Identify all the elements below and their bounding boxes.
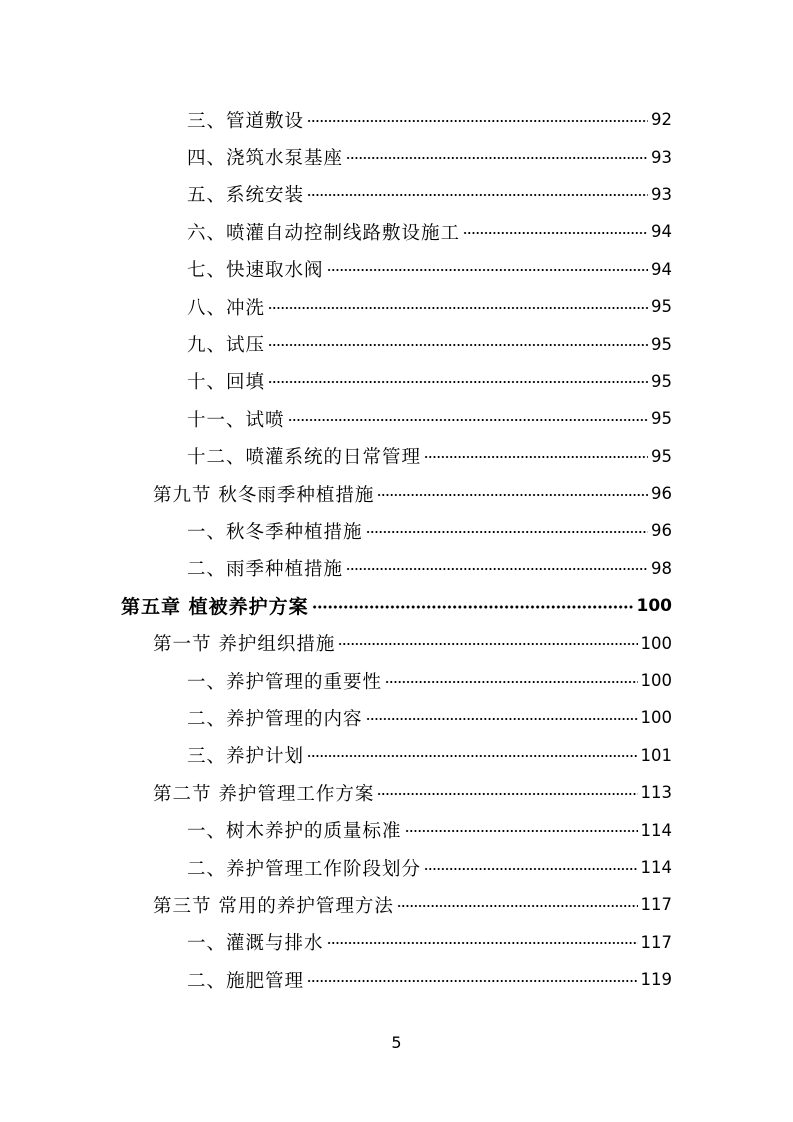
toc-entry-label: 六、喷灌自动控制线路敷设施工 (187, 222, 461, 244)
toc-entry-page-number: 93 (651, 147, 672, 167)
toc-entry-page-number: 96 (651, 484, 672, 504)
toc-dot-leader (424, 866, 637, 872)
toc-item-entry[interactable] (0, 101, 793, 138)
toc-item-entry[interactable] (0, 138, 793, 175)
toc-entry-label: 一、灌溉与排水 (187, 933, 324, 955)
toc-dot-leader (366, 716, 638, 722)
toc-entry-label: 十一、试喷 (187, 409, 285, 431)
toc-entry-label: 第九节 秋冬雨季种植措施 (153, 484, 375, 506)
toc-entry-label: 一、养护管理的重要性 (187, 671, 383, 693)
toc-item-entry[interactable] (0, 288, 793, 325)
toc-entry-line (153, 630, 672, 656)
toc-entry-label: 第三节 常用的养护管理方法 (153, 895, 394, 917)
toc-entry-line (187, 855, 672, 881)
toc-dot-leader (307, 118, 648, 124)
toc-entry-line (187, 144, 672, 170)
toc-entry-label: 四、浇筑水泵基座 (187, 148, 344, 170)
toc-dot-leader (397, 903, 638, 909)
toc-entry-label: 五、系统安装 (187, 185, 305, 207)
toc-entry-line (187, 219, 672, 245)
toc-entry-label: 三、养护计划 (187, 746, 305, 768)
toc-entry-label: 二、雨季种植措施 (187, 559, 344, 581)
toc-dot-leader (268, 379, 648, 385)
toc-entry-page-number: 94 (651, 222, 672, 242)
toc-item-entry[interactable] (0, 251, 793, 288)
toc-entry-label: 一、秋冬季种植措施 (187, 521, 363, 543)
toc-item-entry[interactable] (0, 924, 793, 961)
toc-entry-line (187, 406, 672, 432)
toc-entry-page-number: 98 (651, 558, 672, 578)
toc-entry-page-number: 100 (640, 708, 672, 728)
toc-dot-leader (424, 454, 648, 460)
toc-entry-label: 二、养护管理工作阶段划分 (187, 858, 422, 880)
toc-item-entry[interactable] (0, 363, 793, 400)
toc-dot-leader (268, 305, 648, 311)
toc-item-entry[interactable] (0, 176, 793, 213)
toc-dot-leader (385, 679, 637, 685)
toc-entry-page-number: 114 (640, 858, 672, 877)
toc-entry-page-number: 117 (640, 895, 672, 915)
toc-entry-line (153, 780, 672, 806)
toc-entry-line (187, 742, 672, 768)
toc-entry-line (187, 555, 672, 581)
toc-dot-leader (307, 192, 648, 198)
toc-entry-label: 第五章 植被养护方案 (121, 596, 309, 619)
toc-entry-line (187, 107, 672, 133)
toc-dot-leader (327, 940, 638, 946)
toc-entry-page-number: 96 (651, 521, 672, 541)
toc-entry-page-number: 95 (651, 446, 672, 466)
toc-item-entry[interactable] (0, 400, 793, 437)
page-number: 5 (391, 1033, 402, 1052)
toc-entry-page-number: 95 (651, 409, 672, 429)
toc-entry-line (153, 481, 672, 507)
toc-entry-page-number: 92 (651, 110, 672, 130)
toc-entry-line (187, 929, 672, 955)
toc-dot-leader (288, 417, 648, 423)
toc-entry-label: 七、快速取水阀 (187, 260, 324, 282)
toc-item-entry[interactable] (0, 438, 793, 475)
toc-entry-line (187, 705, 672, 731)
toc-section-entry[interactable] (0, 774, 793, 811)
toc-entry-line (187, 181, 672, 207)
toc-entry-label: 一、树木养护的质量标准 (187, 821, 402, 843)
toc-section-entry[interactable] (0, 475, 793, 512)
toc-entry-page-number: 100 (636, 595, 672, 616)
toc-entry-line (187, 967, 672, 993)
toc-entry-line (121, 592, 672, 619)
toc-entry-label: 三、管道敷设 (187, 110, 305, 132)
toc-chapter-entry[interactable] (0, 587, 793, 624)
toc-entry-page-number: 101 (640, 745, 672, 765)
toc-entry-page-number: 113 (640, 783, 672, 803)
toc-dot-leader (377, 791, 637, 797)
toc-entry-line (187, 368, 672, 394)
toc-entry-label: 第一节 养护组织措施 (153, 634, 336, 656)
toc-item-entry[interactable] (0, 325, 793, 362)
toc-dot-leader (405, 828, 638, 834)
toc-dot-leader (463, 230, 648, 236)
toc-entry-line (187, 817, 672, 843)
toc-item-entry[interactable] (0, 213, 793, 250)
toc-entry-page-number: 114 (640, 820, 672, 840)
toc-entry-label: 二、养护管理的内容 (187, 708, 363, 730)
toc-item-entry[interactable] (0, 737, 793, 774)
toc-entry-page-number: 117 (640, 932, 672, 952)
toc-entry-label: 十、回填 (187, 372, 266, 394)
toc-entry-line (187, 518, 672, 544)
toc-item-entry[interactable] (0, 849, 793, 886)
toc-dot-leader (346, 155, 648, 161)
toc-entry-label: 第二节 养护管理工作方案 (153, 783, 375, 805)
toc-entry-line (187, 331, 672, 357)
toc-item-entry[interactable] (0, 811, 793, 848)
toc-entry-label: 十二、喷灌系统的日常管理 (187, 447, 422, 469)
toc-dot-leader (307, 753, 637, 759)
toc-dot-leader (327, 267, 648, 273)
toc-dot-leader (312, 604, 634, 610)
toc-entry-page-number: 95 (651, 297, 672, 317)
toc-entry-page-number: 95 (651, 371, 672, 391)
toc-section-entry[interactable] (0, 886, 793, 923)
toc-item-entry[interactable] (0, 550, 793, 587)
toc-dot-leader (338, 641, 637, 647)
toc-dot-leader (346, 566, 648, 572)
toc-entry-label: 二、施肥管理 (187, 970, 305, 992)
toc-dot-leader (366, 529, 648, 535)
toc-entry-page-number: 100 (640, 671, 672, 691)
toc-entry-line (153, 892, 672, 918)
table-of-contents (0, 101, 793, 998)
toc-item-entry[interactable] (0, 512, 793, 549)
toc-entry-page-number: 100 (640, 633, 672, 653)
toc-entry-line (187, 668, 672, 694)
toc-item-entry[interactable] (0, 961, 793, 998)
toc-entry-line (187, 443, 672, 469)
toc-entry-page-number: 95 (651, 334, 672, 354)
toc-entry-page-number: 119 (640, 970, 672, 990)
toc-entry-page-number: 93 (651, 184, 672, 204)
toc-entry-line (187, 256, 672, 282)
toc-entry-line (187, 294, 672, 320)
toc-dot-leader (307, 978, 637, 984)
toc-dot-leader (377, 492, 648, 498)
toc-dot-leader (268, 342, 648, 348)
toc-section-entry[interactable] (0, 624, 793, 661)
toc-item-entry[interactable] (0, 662, 793, 699)
toc-item-entry[interactable] (0, 699, 793, 736)
toc-entry-label: 九、试压 (187, 335, 266, 357)
toc-entry-page-number: 94 (651, 259, 672, 279)
toc-entry-label: 八、冲洗 (187, 297, 266, 319)
